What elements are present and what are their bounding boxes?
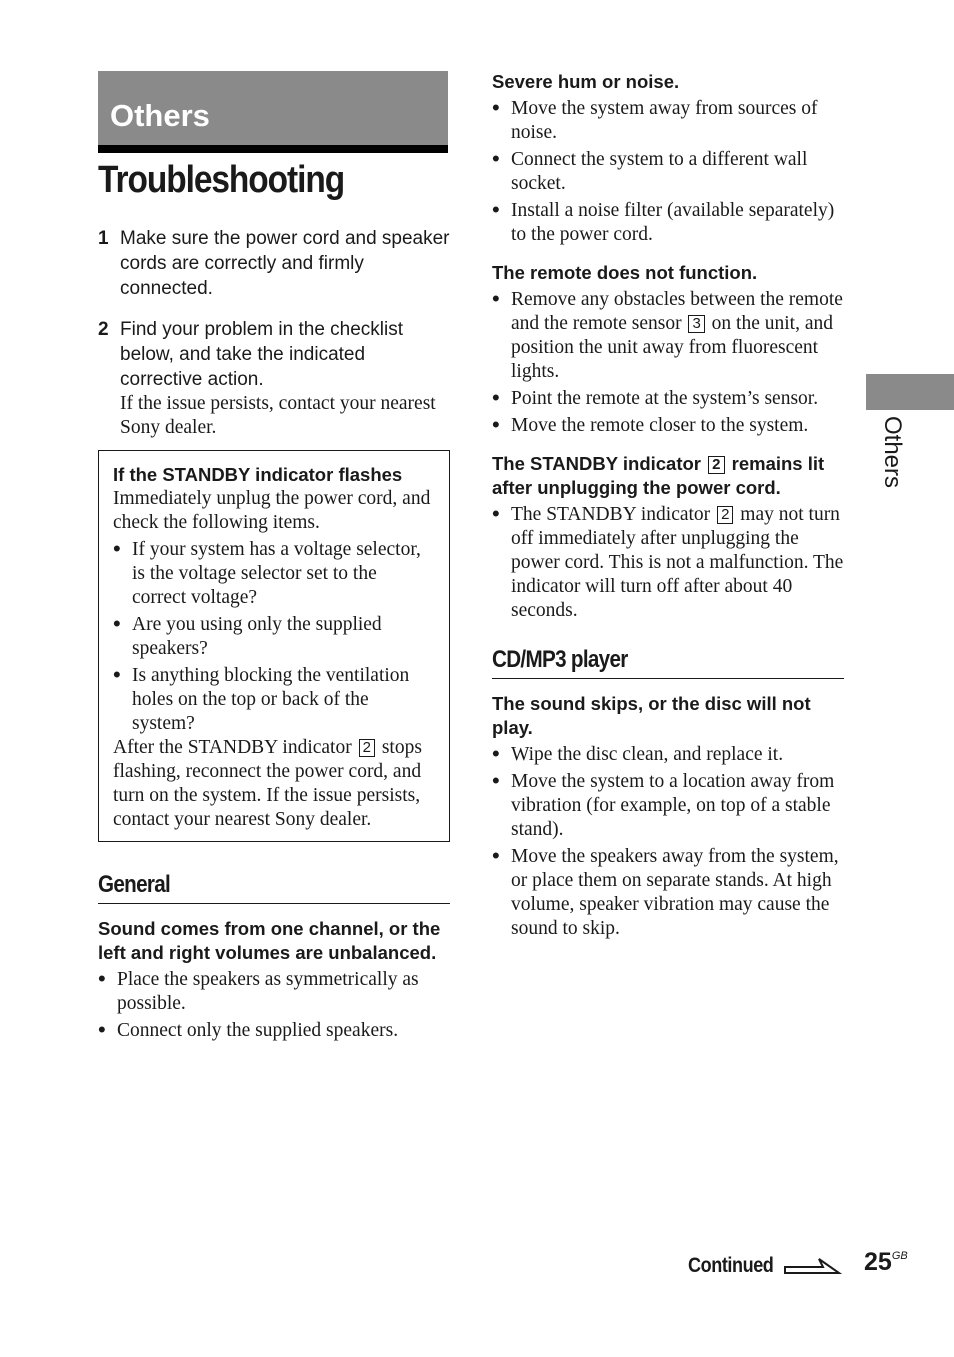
list-item: • Install a noise filter (available separately) to the power cord. [492, 199, 844, 247]
page-title: Troubleshooting [98, 159, 345, 201]
side-tab-label: Others [879, 416, 906, 489]
sensor-ref-badge: 3 [688, 315, 704, 333]
problem-heading: The remote does not function. [492, 262, 758, 283]
right-column [492, 70, 844, 941]
step-text: Find your problem in the checklist below, and take the indicated corrective action. [120, 319, 404, 390]
list-item: • Is anything blocking the ventilation holes on the top or back of the system? [113, 664, 435, 736]
step-number: 1 [98, 228, 109, 249]
indicator-ref-badge: 2 [708, 456, 724, 474]
text-run: Remove any obstacles between the remote and the remote sensor [511, 289, 843, 334]
list-item: • Are you using only the supplied speakers? [113, 613, 435, 661]
standby-flash-box [98, 450, 450, 842]
page-number-suffix: GB [891, 1250, 908, 1262]
list-item [492, 288, 844, 384]
problem-heading: Severe hum or noise. [492, 71, 680, 92]
page-number-value: 25 [864, 1248, 892, 1276]
list-item [492, 503, 844, 623]
continued-label: Continued [688, 1254, 774, 1277]
standby-flash-list [113, 538, 435, 736]
problem-heading [492, 452, 844, 500]
side-tab [866, 374, 954, 410]
list-item: • Point the remote at the system’s sensor. [492, 387, 844, 411]
list-item: • Connect only the supplied speakers. [98, 1019, 450, 1043]
list-item: • Move the remote closer to the system. [492, 414, 844, 438]
section-heading-label: General [98, 871, 171, 898]
problem-solutions [492, 97, 844, 247]
section-heading-label: CD/MP3 player [492, 646, 628, 673]
list-item: • If your system has a voltage selector, is the voltage selector set to the correct voltage? [113, 538, 435, 610]
indicator-ref-badge: 2 [717, 506, 733, 524]
continued-indicator [688, 1254, 843, 1278]
step-2 [98, 317, 450, 392]
problem-solutions [492, 288, 844, 438]
text-run: The STANDBY indicator [492, 453, 702, 474]
step-number: 2 [98, 319, 109, 340]
list-item: • Place the speakers as symmetrically as possible. [98, 968, 450, 1016]
text-run: The STANDBY indicator [511, 504, 711, 525]
page-number [864, 1248, 908, 1277]
step-2-note: If the issue persists, contact your nearest Sony dealer. [120, 393, 436, 438]
standby-flash-heading: If the STANDBY indicator flashes [113, 464, 403, 485]
section-banner-label: Others [110, 98, 210, 133]
problem-solutions [492, 743, 844, 941]
text-run: remains lit after unplugging the power cord. [492, 453, 825, 498]
text-run: After the STANDBY indicator [113, 737, 352, 758]
step-text: Make sure the power cord and speaker cords are correctly and firmly connected. [120, 228, 450, 299]
continued-arrow-icon [783, 1255, 843, 1277]
section-banner-underline [98, 145, 448, 153]
text-run: on the unit, and position the unit away from fluorescent lights. [511, 313, 833, 382]
indicator-ref-badge: 2 [359, 739, 375, 757]
list-item: • Move the speakers away from the system, or place them on separate stands. At high volume, speaker vibration may cause the sound to skip. [492, 845, 844, 941]
list-item: • Wipe the disc clean, and replace it. [492, 743, 844, 767]
list-item: • Move the system to a location away from vibration (for example, on top of a stable stand). [492, 770, 844, 842]
section-heading-cd-player [492, 645, 844, 679]
standby-flash-after [113, 736, 435, 832]
text-run: may not turn off immediately after unplugging the power cord. This is not a malfunction. The indicator will turn off after about 40 seconds. [511, 504, 844, 621]
problem-solutions [98, 968, 450, 1043]
problem-heading: The sound skips, or the disc will not play. [492, 693, 811, 738]
standby-flash-intro: Immediately unplug the power cord, and check the following items. [113, 488, 431, 533]
list-item: • Connect the system to a different wall socket. [492, 148, 844, 196]
list-item: • Move the system away from sources of noise. [492, 97, 844, 145]
left-column [98, 226, 450, 1043]
problem-solutions [492, 503, 844, 623]
section-heading-general [98, 870, 450, 904]
problem-heading: Sound comes from one channel, or the left and right volumes are unbalanced. [98, 918, 441, 963]
step-1 [98, 226, 450, 301]
text-run: stops flashing, reconnect the power cord, and turn on the system. If the issue persists, contact your nearest Sony dealer. [113, 737, 422, 830]
